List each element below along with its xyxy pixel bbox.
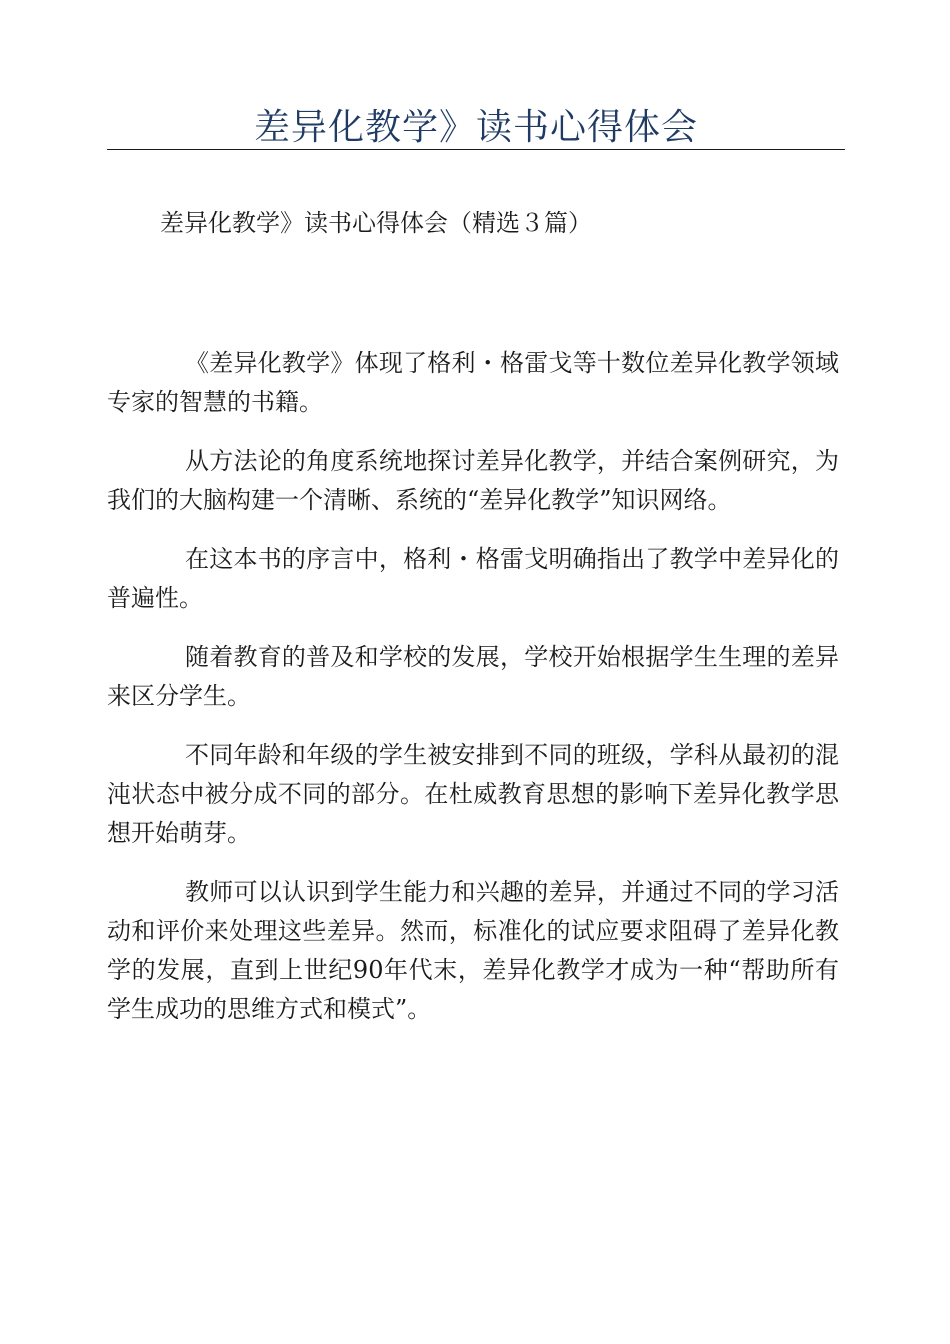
body-paragraph: 在这本书的序言中，格利・格雷戈明确指出了教学中差异化的普遍性。 <box>107 545 839 612</box>
document-subtitle: 差异化教学》读书心得体会（精选３篇） <box>160 209 592 237</box>
document-title: 差异化教学》读书心得体会 <box>253 107 698 148</box>
document-body <box>107 344 839 1049</box>
body-paragraph: 《差异化教学》体现了格利・格雷戈等十数位差异化教学领域专家的智慧的书籍。 <box>107 349 839 416</box>
body-paragraph: 教师可以认识到学生能力和兴趣的差异，并通过不同的学习活动和评价来处理这些差异。然而，标准化的试应要求阻碍了差异化教学的发展，直到上世纪90年代末，差异化教学才成为一种“帮助所有学生成功的思维方式和模式”。 <box>107 878 839 1023</box>
body-paragraph: 不同年龄和年级的学生被安排到不同的班级，学科从最初的混沌状态中被分成不同的部分。在杜威教育思想的影响下差异化教学思想开始萌芽。 <box>107 741 839 847</box>
title-underline-rule <box>107 149 845 150</box>
body-paragraph: 随着教育的普及和学校的发展，学校开始根据学生生理的差异来区分学生。 <box>107 643 839 710</box>
body-paragraph: 从方法论的角度系统地探讨差异化教学，并结合案例研究，为我们的大脑构建一个清晰、系统的“差异化教学”知识网络。 <box>107 447 839 514</box>
